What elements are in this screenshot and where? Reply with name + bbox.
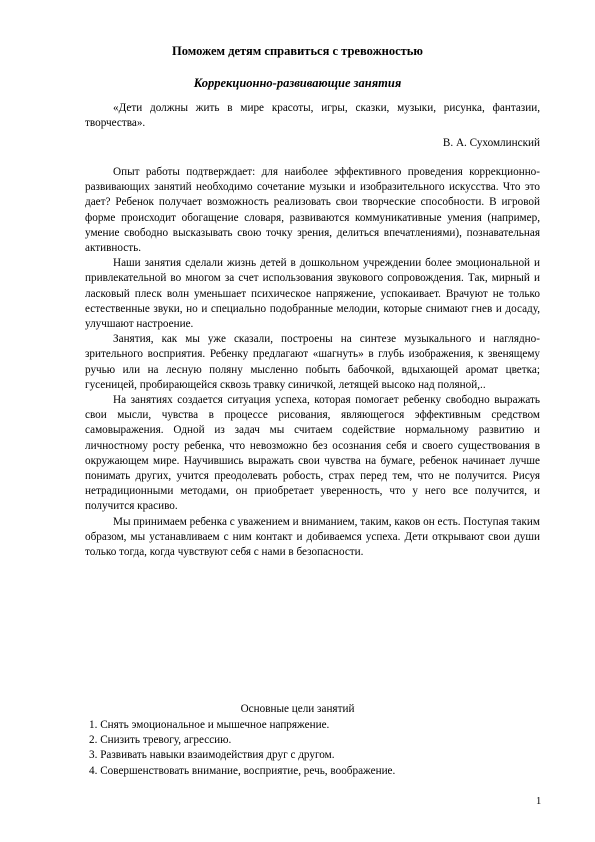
epigraph-quote: «Дети должны жить в мире красоты, игры, сказки, музыки, рисунка, фантазии, творчества». (85, 102, 540, 130)
document-subtitle: Коррекционно-развивающие занятия (193, 76, 402, 90)
paragraph: Наши занятия сделали жизнь детей в дошкольном учреждении более эмоциональной и привлекательной во многом за счет использования звукового сопровождения. Так, мирный и ласковый плеск волн уменьшает психическое напряжение, успокаивает. Врачуют не только естественные звуки, но и специально подобранные мелодии, которые снимают гнев и досаду, улучшают настроение. (85, 257, 540, 331)
goals-heading: Основные цели занятий (240, 703, 355, 715)
epigraph (85, 101, 540, 131)
paragraph: Опыт работы подтверждает: для наиболее эффективного проведения коррекционно-развивающих занятий необходимо сочетание музыки и изобразительного искусства. Что это дает? Ребенок получает возможность реализовать свои творческие способности. В игровой форме происходит обогащение словаря, развиваются коммуникативные умения (например, умение свободно высказывать свою точку зрения, делиться впечатлениями), познавательная активность. (85, 166, 540, 255)
page-number: 1 (536, 796, 542, 807)
paragraph: Занятия, как мы уже сказали, построены на синтезе музыкального и наглядно-зрительного восприятия. Ребенку предлагают «шагнуть» в глубь изображения, к звенящему ручью или на лесную поляну мысленно побыть бабочкой, вдыхающей аромат цветка; гусеницей, пробирающейся сквозь травку синичкой, летящей высоко над поляной,.. (85, 333, 540, 391)
body-text (85, 165, 540, 560)
paragraph: Мы принимаем ребенка с уважением и вниманием, таким, каков он есть. Поступая таким образом, мы устанавливаем с ним контакт и добиваемся успеха. Дети открывают свои души только тогда, когда чувствуют себя с нами в безопасности. (85, 515, 540, 559)
list-item: 3. Развивать навыки взаимодействия друг с другом. (89, 749, 335, 762)
goals-list (89, 718, 539, 779)
list-item: 1. Снять эмоциональное и мышечное напряжение. (89, 719, 330, 731)
list-item: 4. Совершенствовать внимание, восприятие, речь, воображение. (89, 764, 396, 777)
document-title: Поможем детям справиться с тревожностью (172, 44, 423, 58)
paragraph: На занятиях создается ситуация успеха, которая помогает ребенку свободно выражать свои мысли, чувства в процессе рисования, являющегося эффективным средством самовыражения. Одной из задач мы считаем содействие нормальному развитию и личностному росту ребенка, что невозможно без осознания себя и своего существования в окружающем мире. Научившись выражать свои чувства на бумаге, ребенок начинает лучше понимать других, учится преодолевать робость, страх перед тем, что не получится. Рисуя нетрадиционными методами, он приобретает уверенность, что у него все получится, и получится красиво. (85, 394, 540, 513)
epigraph-author: В. А. Сухомлинский (442, 137, 540, 149)
list-item: 2. Снизить тревогу, агрессию. (89, 734, 232, 747)
